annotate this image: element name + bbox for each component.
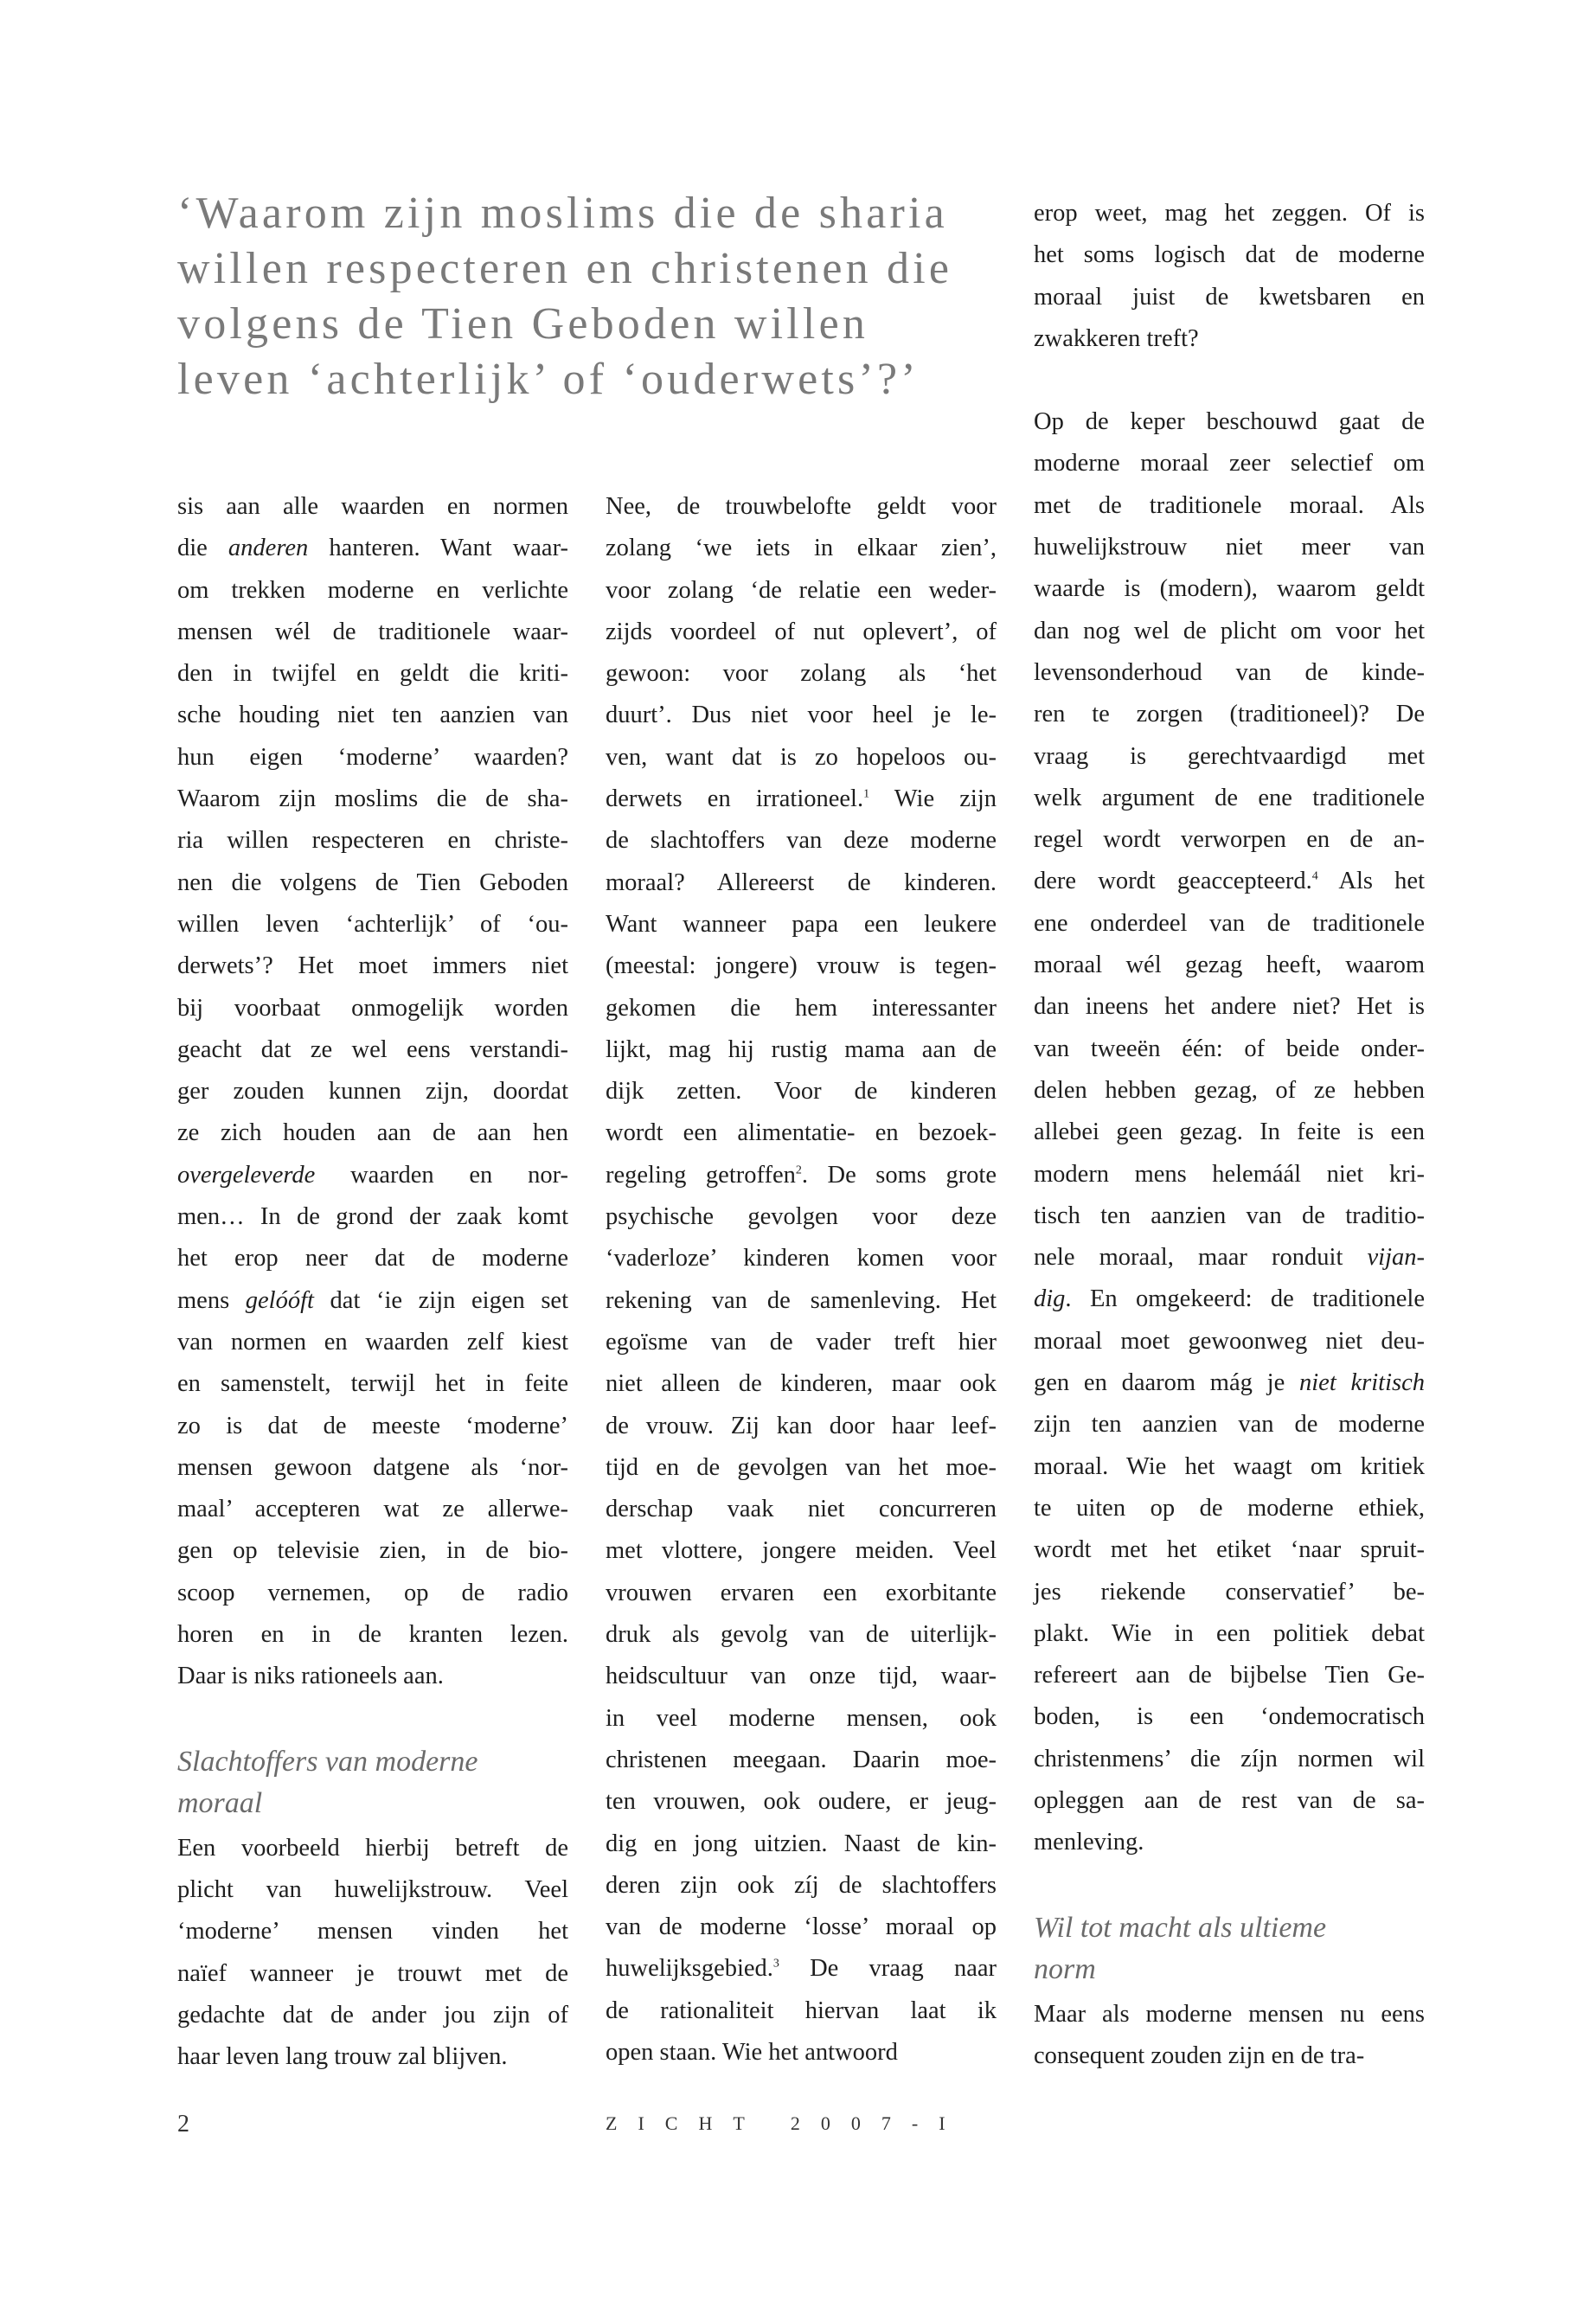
text-line: refereert aan de bijbelse Tien Ge- <box>1034 1662 1425 1689</box>
text-line: van tweeën één: of beide onder- <box>1034 1035 1425 1062</box>
emphasis-text: gelóóft <box>245 1286 314 1314</box>
text-line: derwets en irrationeel.$^1$ Wie zijn <box>606 785 997 813</box>
text-line: wordt met het etiket ‘naar spruit- <box>1034 1536 1425 1564</box>
text-column-1 <box>177 486 568 2078</box>
text-line: zijn ten aanzien van de moderne <box>1034 1411 1425 1439</box>
text-line: gewoon: voor zolang als ‘het <box>606 660 997 688</box>
text-line: zo is dat de meeste ‘moderne’ <box>177 1412 568 1439</box>
text-line: haar leven lang trouw zal blijven. <box>177 2043 508 2071</box>
text-line: de vrouw. Zij kan door haar leef- <box>606 1412 997 1439</box>
body-paragraph <box>606 486 997 2073</box>
text-line: lijkt, mag hij rustig mama aan de <box>606 1035 997 1063</box>
text-line: opleggen aan de rest van de sa- <box>1034 1786 1425 1814</box>
text-line: te uiten op de moderne ethiek, <box>1034 1494 1425 1522</box>
text-line: ria willen respecteren en christe- <box>177 827 568 855</box>
text-line: sis aan alle waarden en normen <box>177 493 568 520</box>
text-line: vrouwen ervaren een exorbitante <box>606 1579 997 1606</box>
footnote-marker[interactable]: 1 <box>863 787 870 801</box>
pull-quote-line: volgens de Tien Geboden willen <box>177 299 869 349</box>
text-line: ‘vaderloze’ kinderen komen voor <box>606 1245 997 1272</box>
text-line: dijk zetten. Voor de kinderen <box>606 1078 997 1106</box>
body-paragraph <box>1034 1994 1425 2078</box>
text-column-3 <box>1034 193 1425 2077</box>
text-line: geacht dat ze wel eens verstandi- <box>177 1035 568 1063</box>
text-line: regeling getroffen$^2$. De soms grote <box>606 1161 997 1189</box>
journal-issue: ZICHT 2007-I <box>606 2112 966 2134</box>
section-heading-line: Wil tot macht als ultieme <box>1034 1911 1327 1944</box>
footnote-marker[interactable]: 3 <box>772 1957 779 1971</box>
text-line: dan ineens het andere niet? Het is <box>1034 993 1425 1021</box>
section-heading-line: Slachtoffers van moderne <box>177 1745 478 1778</box>
text-line: moderne moraal zeer selectief om <box>1034 450 1425 478</box>
text-line: erop weet, mag het zeggen. Of is <box>1034 200 1425 227</box>
text-line: willen leven ‘achterlijk’ of ‘ou- <box>177 910 568 938</box>
text-line: tisch ten aanzien van de traditio- <box>1034 1202 1425 1229</box>
text-line: nele moraal, maar ronduit vijan- <box>1034 1244 1425 1272</box>
text-line: de slachtoffers van deze moderne <box>606 827 997 855</box>
section-heading-line: norm <box>1034 1952 1096 1985</box>
text-line: horen en in de kranten lezen. <box>177 1621 568 1649</box>
text-line: derwets’? Het moet immers niet <box>177 952 568 980</box>
text-line: Waarom zijn moslims die de sha- <box>177 785 568 813</box>
text-line: ten vrouwen, ook oudere, er jeug- <box>606 1788 997 1816</box>
text-line: men… In de grond der zaak komt <box>177 1203 568 1231</box>
text-line: modern mens helemáál niet kri- <box>1034 1160 1425 1188</box>
text-line: moraal wél gezag heeft, waarom <box>1034 952 1425 979</box>
text-line: en samenstelt, terwijl het in feite <box>177 1370 568 1398</box>
text-line: dere wordt geaccepteerd.$^4$ Als het <box>1034 868 1425 895</box>
emphasis-text: overgeleverde <box>177 1161 316 1189</box>
text-line: christenmens’ die zíjn normen wil <box>1034 1745 1425 1772</box>
text-line: overgeleverde waarden en nor- <box>177 1161 568 1189</box>
text-line: moraal juist de kwetsbaren en <box>1034 283 1425 311</box>
text-line: moraal moet gewoonweg niet deu- <box>1034 1327 1425 1355</box>
text-line: de rationaliteit hiervan laat ik <box>606 1997 997 2024</box>
text-line: plicht van huwelijkstrouw. Veel <box>177 1875 568 1903</box>
body-paragraph <box>1034 401 1425 1863</box>
text-line: druk als gevolg van de uiterlijk- <box>606 1621 997 1649</box>
pull-quote-line: willen respecteren en christenen die <box>177 244 953 293</box>
body-paragraph <box>177 486 568 1698</box>
text-line: christenen meegaan. Daarin moe- <box>606 1746 997 1773</box>
text-line: egoïsme van de vader treft hier <box>606 1328 997 1356</box>
emphasis-text: vijan- <box>1367 1244 1425 1272</box>
text-line: met de traditionele moraal. Als <box>1034 491 1425 519</box>
text-line: gen op televisie zien, in de bio- <box>177 1537 568 1565</box>
text-line: ze zich houden aan de aan hen <box>177 1119 568 1147</box>
text-line: Maar als moderne mensen nu eens <box>1034 2000 1425 2028</box>
text-line: waarde is (modern), waarom geldt <box>1034 575 1425 603</box>
text-line: dig. En omgekeerd: de traditionele <box>1034 1285 1425 1313</box>
text-line: plakt. Wie in een politiek debat <box>1034 1619 1425 1647</box>
text-line: het soms logisch dat de moderne <box>1034 241 1425 269</box>
text-line: deren zijn ook zíj de slachtoffers <box>606 1871 997 1899</box>
text-line: niet alleen de kinderen, maar ook <box>606 1370 997 1398</box>
section-heading <box>177 1741 568 1824</box>
text-line: menleving. <box>1034 1829 1144 1856</box>
text-line: huwelijksgebied.$^3$ De vraag naar <box>606 1955 997 1983</box>
footnote-marker[interactable]: 4 <box>1311 869 1318 883</box>
text-line: zolang ‘we iets in elkaar zien’, <box>606 535 997 562</box>
text-line: ene onderdeel van de traditionele <box>1034 909 1425 937</box>
text-line: in veel moderne mensen, ook <box>606 1704 997 1732</box>
text-line: den in twijfel en geldt die kriti- <box>177 660 568 688</box>
text-line: levensonderhoud van de kinde- <box>1034 658 1425 686</box>
text-line: rekening van de samenleving. Het <box>606 1286 997 1314</box>
text-line: nen die volgens de Tien Geboden <box>177 868 568 896</box>
text-line: Daar is niks rationeels aan. <box>177 1663 444 1690</box>
text-line: gedachte dat de ander jou zijn of <box>177 2001 568 2029</box>
text-line: die anderen hanteren. Want waar- <box>177 535 568 562</box>
page-number: 2 <box>177 2111 189 2138</box>
text-line: derschap vaak niet concurreren <box>606 1496 997 1523</box>
text-line: mens gelóóft dat ‘ie zijn eigen set <box>177 1286 568 1314</box>
text-line: open staan. Wie het antwoord <box>606 2038 898 2066</box>
text-line: boden, is een ‘ondemocratisch <box>1034 1703 1425 1731</box>
text-line: gen en daarom mág je niet kritisch <box>1034 1369 1425 1397</box>
text-line: bij voorbaat onmogelijk worden <box>177 994 568 1022</box>
text-line: moraal? Allereerst de kinderen. <box>606 868 997 896</box>
text-line: met vlottere, jongere meiden. Veel <box>606 1537 997 1565</box>
text-line: het erop neer dat de moderne <box>177 1245 568 1272</box>
text-line: jes riekende conservatief’ be- <box>1034 1578 1425 1606</box>
text-line: naïef wanneer je trouwt met de <box>177 1959 568 1987</box>
text-line: ‘moderne’ mensen vinden het <box>177 1918 568 1945</box>
pull-quote <box>177 186 1008 407</box>
text-line: mensen wél de traditionele waar- <box>177 618 568 645</box>
text-line: van de moderne ‘losse’ moraal op <box>606 1913 997 1941</box>
text-line: dan nog wel de plicht om voor het <box>1034 617 1425 644</box>
text-line: scoop vernemen, op de radio <box>177 1579 568 1606</box>
text-line: Nee, de trouwbelofte geldt voor <box>606 493 997 520</box>
text-line: ren te zorgen (traditioneel)? De <box>1034 701 1425 728</box>
text-line: zijds voordeel of nut oplevert’, of <box>606 618 997 645</box>
text-line: ger zouden kunnen zijn, doordat <box>177 1078 568 1106</box>
text-line: consequent zouden zijn en de tra- <box>1034 2041 1365 2069</box>
footnote-marker[interactable]: 2 <box>795 1163 802 1177</box>
text-column-2 <box>606 486 997 2073</box>
text-line: Want wanneer papa een leukere <box>606 910 997 938</box>
text-line: dig en jong uitzien. Naast de kin- <box>606 1830 997 1857</box>
text-line: (meestal: jongere) vrouw is tegen- <box>606 952 997 980</box>
text-line: vraag is gerechtvaardigd met <box>1034 742 1425 770</box>
text-line: van normen en waarden zelf kiest <box>177 1328 568 1356</box>
text-line: regel wordt verworpen en de an- <box>1034 826 1425 854</box>
emphasis-text: niet kritisch <box>1299 1369 1425 1397</box>
text-line: tijd en de gevolgen van het moe- <box>606 1453 997 1481</box>
text-line: sche houding niet ten aanzien van <box>177 702 568 729</box>
text-line: moraal. Wie het waagt om kritiek <box>1034 1452 1425 1480</box>
text-line: mensen gewoon datgene als ‘nor- <box>177 1453 568 1481</box>
text-line: heidscultuur van onze tijd, waar- <box>606 1663 997 1690</box>
body-paragraph <box>177 1828 568 2079</box>
text-line: wordt een alimentatie- en bezoek- <box>606 1119 997 1147</box>
pull-quote-line: leven ‘achterlijk’ of ‘ouderwets’?’ <box>177 355 920 404</box>
text-line: ven, want dat is zo hopeloos ou- <box>606 743 997 771</box>
text-line: psychische gevolgen voor deze <box>606 1203 997 1231</box>
body-paragraph <box>1034 193 1425 360</box>
text-line: huwelijkstrouw niet meer van <box>1034 534 1425 561</box>
text-line: allebei geen gezag. In feite is een <box>1034 1118 1425 1146</box>
text-line: gekomen die hem interessanter <box>606 994 997 1022</box>
section-heading <box>1034 1907 1425 1990</box>
section-heading-line: moraal <box>177 1786 263 1819</box>
text-line: voor zolang ‘de relatie een weder- <box>606 576 997 604</box>
text-line: zwakkeren treft? <box>1034 324 1199 352</box>
text-line: maal’ accepteren wat ze allerwe- <box>177 1496 568 1523</box>
text-line: delen hebben gezag, of ze hebben <box>1034 1076 1425 1104</box>
text-line: duurt’. Dus niet voor heel je le- <box>606 702 997 729</box>
text-line: Op de keper beschouwd gaat de <box>1034 408 1425 436</box>
text-line: Een voorbeeld hierbij betreft de <box>177 1834 568 1862</box>
text-line: om trekken moderne en verlichte <box>177 576 568 604</box>
emphasis-text: anderen <box>228 535 309 562</box>
text-line: welk argument de ene traditionele <box>1034 784 1425 811</box>
pull-quote-line: ‘Waarom zijn moslims die de sharia <box>177 189 948 238</box>
text-line: hun eigen ‘moderne’ waarden? <box>177 743 568 771</box>
emphasis-text: dig <box>1034 1285 1066 1313</box>
